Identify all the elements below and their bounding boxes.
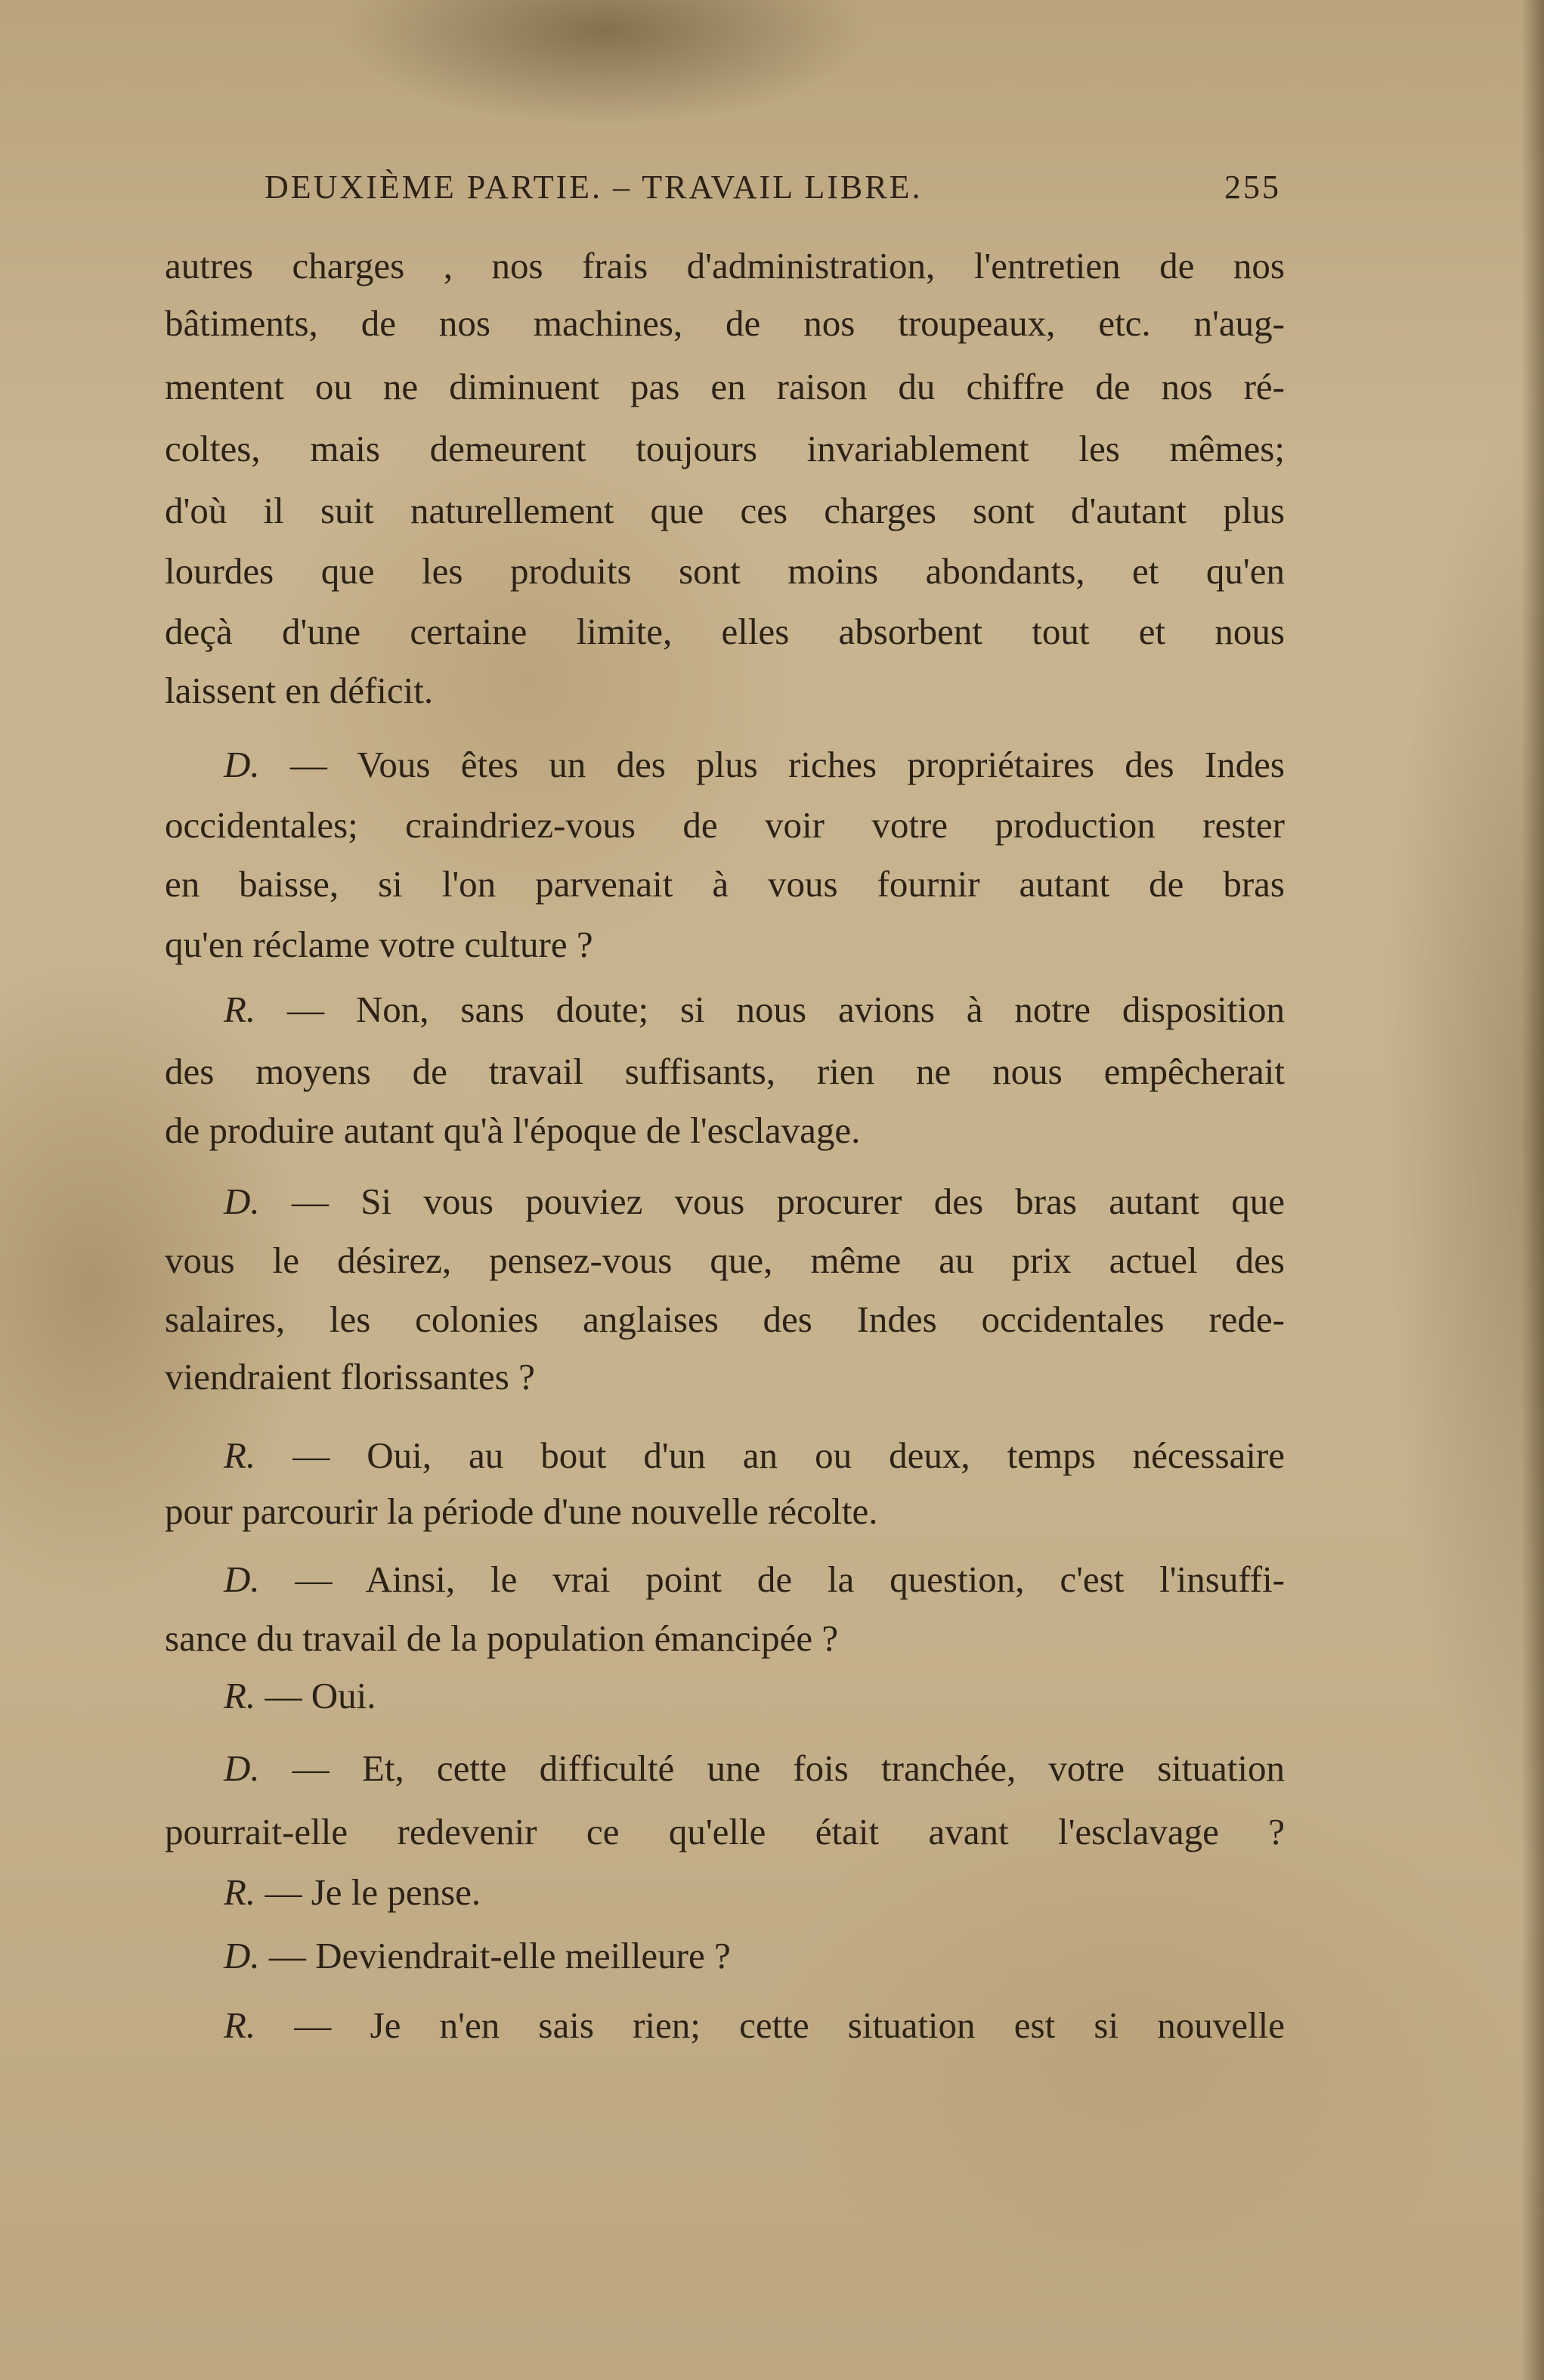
line-text: — Je le pense. <box>255 1871 481 1913</box>
text-line <box>224 1870 1285 1915</box>
line-text: lourdes que les produits sont moins abondants, et qu'en <box>165 550 1285 592</box>
line-text: autres charges , nos frais d'administration, l'entretien de nos <box>165 245 1285 286</box>
line-text: des moyens de travail suffisants, rien ne nous empêcherait <box>165 1051 1285 1092</box>
speaker-label: D. <box>224 1558 260 1600</box>
line-text: mentent ou ne diminuent pas en raison du chiffre de nos ré- <box>165 366 1285 407</box>
line-text: — Je n'en sais rien; cette situation est si nouvelle <box>255 2004 1285 2046</box>
line-text: — Deviendrait-elle meilleure ? <box>259 1935 731 1976</box>
text-line <box>224 1179 1285 1224</box>
speaker-label: D. <box>224 1747 260 1789</box>
text-line <box>165 301 1285 346</box>
text-line <box>165 1809 1285 1855</box>
text-line <box>165 549 1285 594</box>
speaker-label: R. <box>224 2004 256 2046</box>
text-line <box>165 1616 1285 1661</box>
page-edge-shadow <box>1521 0 1544 2380</box>
text-line <box>165 1238 1285 1283</box>
line-text: en baisse, si l'on parvenait à vous fournir autant de bras <box>165 863 1285 905</box>
line-text: — Si vous pouviez vous procurer des bras autant que <box>259 1181 1285 1222</box>
line-text: laissent en déficit. <box>165 670 434 711</box>
line-text: d'où il suit naturellement que ces charges sont d'autant plus <box>165 490 1285 531</box>
line-text: vous le désirez, pensez-vous que, même au prix actuel des <box>165 1240 1285 1281</box>
speaker-label: R. <box>224 1675 256 1716</box>
text-line <box>165 364 1285 410</box>
text-line <box>224 1933 1285 1979</box>
text-line <box>224 1433 1285 1478</box>
text-line <box>165 243 1285 289</box>
text-line <box>224 1673 1285 1719</box>
line-text: viendraient florissantes ? <box>165 1356 535 1397</box>
line-text: deçà d'une certaine limite, elles absorbent tout et nous <box>165 611 1285 652</box>
text-line <box>165 1108 1285 1153</box>
running-title: DEUXIÈME PARTIE. – TRAVAIL LIBRE. <box>265 169 923 206</box>
line-text: occidentales; craindriez-vous de voir votre production rester <box>165 804 1285 846</box>
speaker-label: R. <box>224 1871 256 1913</box>
text-line <box>224 2003 1285 2048</box>
line-text: coltes, mais demeurent toujours invariablement les mêmes; <box>165 428 1285 469</box>
text-line <box>165 488 1285 534</box>
text-line <box>165 426 1285 472</box>
line-text: pour parcourir la période d'une nouvelle récolte. <box>165 1490 878 1532</box>
text-line <box>165 1354 1285 1400</box>
speaker-label: D. <box>224 1181 260 1222</box>
text-line <box>165 803 1285 848</box>
page-number: 255 <box>1224 169 1281 206</box>
line-text: qu'en réclame votre culture ? <box>165 924 593 965</box>
line-text: bâtiments, de nos machines, de nos troupeaux, etc. n'aug- <box>165 302 1285 344</box>
line-text: — Ainsi, le vrai point de la question, c'est l'insuffi- <box>259 1558 1285 1600</box>
text-line <box>224 1557 1285 1602</box>
line-text: — Oui. <box>255 1675 376 1716</box>
speaker-label: R. <box>224 989 256 1030</box>
text-line <box>224 742 1285 788</box>
text-line <box>165 1297 1285 1342</box>
speaker-label: D. <box>224 1935 260 1976</box>
text-line <box>165 1049 1285 1094</box>
speaker-label: R. <box>224 1434 256 1476</box>
line-text: pourrait-elle redevenir ce qu'elle était avant l'esclavage ? <box>165 1811 1285 1852</box>
text-line <box>165 1489 1285 1534</box>
line-text: sance du travail de la population émancipée ? <box>165 1617 839 1659</box>
line-text: — Non, sans doute; si nous avions à notre disposition <box>255 989 1285 1030</box>
text-line <box>165 609 1285 655</box>
speaker-label: D. <box>224 744 260 785</box>
running-header <box>265 168 1281 206</box>
text-line <box>224 987 1285 1032</box>
line-text: — Vous êtes un des plus riches propriétaires des Indes <box>259 744 1285 785</box>
text-line <box>165 668 1285 713</box>
line-text: salaires, les colonies anglaises des Indes occidentales rede- <box>165 1298 1285 1340</box>
line-text: — Et, cette difficulté une fois tranchée, votre situation <box>259 1747 1285 1789</box>
line-text: — Oui, au bout d'un an ou deux, temps nécessaire <box>255 1434 1285 1476</box>
text-line <box>165 862 1285 907</box>
text-line <box>224 1746 1285 1791</box>
text-line <box>165 922 1285 967</box>
line-text: de produire autant qu'à l'époque de l'esclavage. <box>165 1110 861 1151</box>
